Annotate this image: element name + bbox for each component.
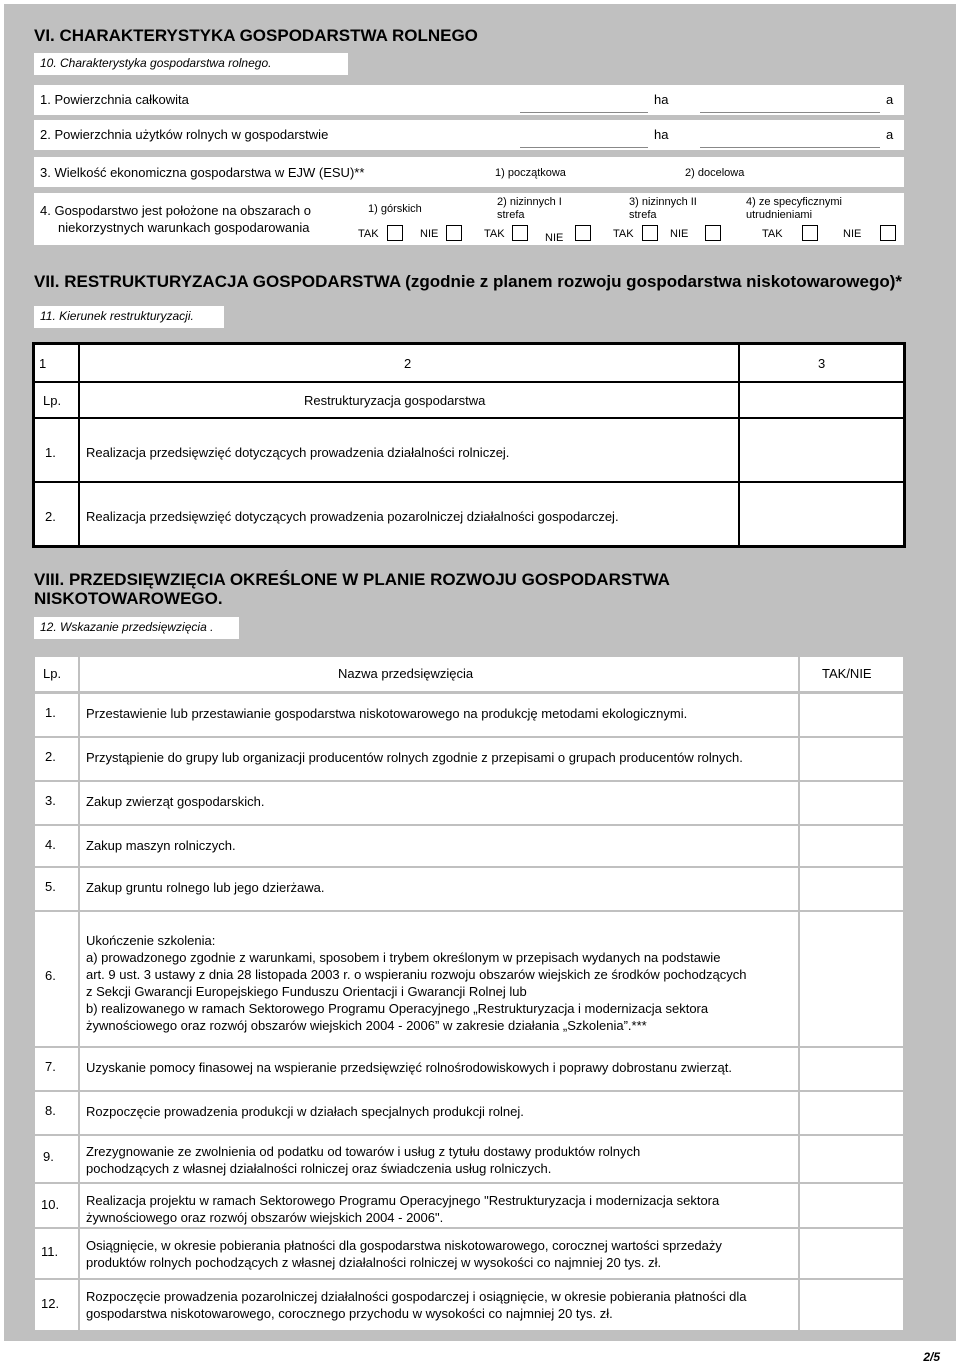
row-answer-field[interactable] bbox=[800, 738, 903, 780]
header-cell bbox=[35, 657, 78, 691]
row-answer-field[interactable] bbox=[800, 1092, 903, 1134]
section-vi-title: VI. CHARAKTERYSTYKA GOSPODARSTWA ROLNEGO bbox=[34, 26, 478, 45]
header-cell bbox=[740, 383, 903, 417]
row-answer-field[interactable] bbox=[800, 826, 903, 866]
zone-mountain-nie-checkbox[interactable] bbox=[446, 225, 462, 241]
table-row bbox=[35, 1229, 78, 1278]
row-text-line: a) prowadzonego zgodnie z warunkami, sposobem i trybem określonym w przepisach wydanych na podstawie bbox=[86, 950, 721, 965]
row-text-line: gospodarstwa niskotowarowego, corocznego przychodu w wysokości co najmniej 20 tys. zł. bbox=[86, 1306, 613, 1321]
header-lp: Lp. bbox=[43, 393, 62, 408]
row-text-line: Zrezygnowanie ze zwolnienia od podatku od towarów i usług z tytułu dostawy produktów rolnych bbox=[86, 1144, 641, 1159]
section-vii-subtitle: 11. Kierunek restrukturyzacji. bbox=[34, 306, 224, 328]
row-text-line: produktów rolnych pochodzących z własnej działalności rolniczej w wysokości co najmniej 20 tys. zł. bbox=[86, 1255, 662, 1270]
col-num-2: 2 bbox=[404, 356, 412, 371]
col-num-3: 3 bbox=[818, 356, 826, 371]
table-row bbox=[35, 912, 78, 1046]
row-text: Realizacja przedsięwzięć dotyczących prowadzenia działalności rolniczej. bbox=[86, 445, 510, 460]
economic-size-target-label: 2) docelowa bbox=[685, 167, 745, 179]
table-row bbox=[35, 1280, 78, 1330]
row-answer-field[interactable] bbox=[800, 868, 903, 910]
table-row bbox=[35, 1048, 78, 1090]
zone-mountain-nie-label: NIE bbox=[420, 228, 439, 240]
zone-specific-nie-checkbox[interactable] bbox=[880, 225, 896, 241]
row-answer-field[interactable] bbox=[800, 1280, 903, 1330]
zone-lowland2-tak-checkbox[interactable] bbox=[642, 225, 658, 241]
less-favoured-label-1: 4. Gospodarstwo jest położone na obszarach o bbox=[40, 203, 312, 218]
row-text-line: Zakup gruntu rolnego lub jego dzierżawa. bbox=[86, 880, 325, 895]
section-viii-title-2: NISKOTOWAROWEGO. bbox=[34, 589, 223, 608]
header-restructuring: Restrukturyzacja gospodarstwa bbox=[304, 393, 486, 408]
table-row bbox=[80, 738, 798, 780]
row-text-line: Zakup zwierząt gospodarskich. bbox=[86, 794, 265, 809]
row-text bbox=[86, 1192, 719, 1226]
row-text-line: pochodzących z własnej działalności rolniczej oraz świadczenia usług rolniczych. bbox=[86, 1161, 552, 1176]
row-answer-field[interactable] bbox=[740, 419, 903, 481]
row-answer-field[interactable] bbox=[800, 1184, 903, 1227]
table-row bbox=[35, 1092, 78, 1134]
row-text-line: Rozpoczęcie prowadzenia produkcji w działach specjalnych produkcji rolnej. bbox=[86, 1104, 524, 1119]
header-cell bbox=[800, 657, 903, 691]
zone-lowland2-nie-checkbox[interactable] bbox=[705, 225, 721, 241]
col-num-cell bbox=[80, 345, 738, 381]
row-text-line: Uzyskanie pomocy finasowej na wspieranie przedsięwzięć rolnośrodowiskowych i poprawy dobrostanu zwierząt. bbox=[86, 1060, 732, 1075]
table-row bbox=[80, 1184, 798, 1227]
row-lp: 1. bbox=[45, 445, 56, 460]
table-row bbox=[35, 694, 78, 736]
header-name: Nazwa przedsięwzięcia bbox=[338, 666, 474, 681]
col-num-cell bbox=[35, 345, 78, 381]
row-answer-field[interactable] bbox=[800, 912, 903, 1046]
table-row bbox=[35, 826, 78, 866]
zone-lowland2-nie-label: NIE bbox=[670, 228, 689, 240]
row-text-line: z Sekcji Gwarancji Europejskiego Funduszu Orientacji i Gwarancji Rolnej lub bbox=[86, 984, 527, 999]
zone-specific-nie-label: NIE bbox=[843, 228, 862, 240]
row-lp: 11. bbox=[41, 1244, 59, 1259]
row-text bbox=[86, 837, 236, 854]
table-row bbox=[80, 419, 738, 481]
table-row bbox=[35, 419, 78, 481]
row-lp: 9. bbox=[43, 1149, 54, 1164]
row-answer-field[interactable] bbox=[740, 483, 903, 545]
zone-lowland1-label: 2) nizinnych I strefa bbox=[497, 196, 562, 221]
section-vi-subtitle: 10. Charakterystyka gospodarstwa rolnego. bbox=[34, 53, 348, 75]
zone-lowland1-tak-checkbox[interactable] bbox=[512, 225, 528, 241]
header-cell bbox=[80, 657, 798, 691]
table-row bbox=[80, 1280, 798, 1330]
row-lp: 5. bbox=[45, 879, 56, 894]
header-tak-nie: TAK/NIE bbox=[822, 666, 872, 681]
table-row bbox=[35, 483, 78, 545]
table-row bbox=[35, 782, 78, 824]
table-row bbox=[80, 1048, 798, 1090]
col-num-1: 1 bbox=[39, 356, 47, 371]
zone-lowland2-label: 3) nizinnych II strefa bbox=[629, 196, 697, 221]
section-viii-title-1: VIII. PRZEDSIĘWZIĘCIA OKREŚLONE W PLANIE ROZWOJU GOSPODARSTWA bbox=[34, 570, 670, 589]
zone-specific-label: 4) ze specyficznymi utrudnieniami bbox=[746, 196, 842, 221]
row-lp: 8. bbox=[45, 1103, 56, 1118]
row-text-line: b) realizowanego w ramach Sektorowego Programu Operacyjnego „Restrukturyzacja i modernizacja sektora bbox=[86, 1001, 709, 1016]
area-total-ha-input[interactable] bbox=[520, 87, 648, 113]
area-agri-ha-input[interactable] bbox=[520, 122, 648, 148]
section-viii-subtitle: 12. Wskazanie przedsięwzięcia . bbox=[34, 617, 239, 639]
row-text bbox=[86, 879, 324, 896]
row-answer-field[interactable] bbox=[800, 1136, 903, 1182]
row-text-line: żywnościowego oraz rozwój obszarów wiejskich 2004 - 2006". bbox=[86, 1210, 444, 1225]
table-row bbox=[80, 868, 798, 910]
row-text-line: art. 9 ust. 3 ustawy z dnia 28 listopada 2003 r. o wspieraniu rozwoju obszarów wiejskich ze środków pochodzących bbox=[86, 967, 747, 982]
zone-specific-tak-checkbox[interactable] bbox=[802, 225, 818, 241]
page-number: 2/5 bbox=[923, 1350, 940, 1361]
row-text bbox=[86, 1237, 722, 1271]
table-row bbox=[80, 1092, 798, 1134]
row-text: Realizacja przedsięwzięć dotyczących prowadzenia pozarolniczej działalności gospodarczej. bbox=[86, 509, 619, 524]
unit-a: a bbox=[886, 127, 894, 142]
row-lp: 6. bbox=[45, 968, 56, 983]
zone-mountain-tak-checkbox[interactable] bbox=[387, 225, 403, 241]
table-row bbox=[35, 1184, 78, 1227]
row-text-line: Realizacja projektu w ramach Sektorowego Programu Operacyjnego "Restrukturyzacja i modernizacja sektora bbox=[86, 1193, 720, 1208]
unit-ha: ha bbox=[654, 127, 669, 142]
row-text-line: Przystąpienie do grupy lub organizacji producentów rolnych zgodnie z przepisami o grupach producentów rolnych. bbox=[86, 750, 743, 765]
row-text bbox=[86, 1103, 524, 1120]
row-lp: 1. bbox=[45, 705, 56, 720]
zone-lowland1-nie-checkbox[interactable] bbox=[575, 225, 591, 241]
row-answer-field[interactable] bbox=[800, 1229, 903, 1278]
zone-specific-tak-label: TAK bbox=[762, 228, 783, 240]
unit-a: a bbox=[886, 92, 894, 107]
row-text-line: żywnościowego oraz rozwój obszarów wiejskich 2004 - 2006” w zakresie działania „Szkolenia”.*** bbox=[86, 1018, 647, 1033]
zone-lowland1-tak-label: TAK bbox=[484, 228, 505, 240]
row-text bbox=[86, 932, 746, 1034]
row-text-line: Zakup maszyn rolniczych. bbox=[86, 838, 236, 853]
row-lp: 12. bbox=[41, 1296, 60, 1311]
row-lp: 10. bbox=[41, 1197, 60, 1212]
zone-lowland1-nie-label: NIE bbox=[545, 232, 564, 244]
row-lp: 3. bbox=[45, 793, 56, 808]
table-row bbox=[80, 826, 798, 866]
zone-lowland2-tak-label: TAK bbox=[613, 228, 634, 240]
unit-ha: ha bbox=[654, 92, 669, 107]
row-text-line: Ukończenie szkolenia: bbox=[86, 933, 216, 948]
table-row bbox=[80, 483, 738, 545]
table-row bbox=[80, 1229, 798, 1278]
table-row bbox=[35, 738, 78, 780]
economic-size-label: 3. Wielkość ekonomiczna gospodarstwa w EJW (ESU)** bbox=[40, 165, 365, 180]
economic-size-initial-label: 1) początkowa bbox=[495, 167, 566, 179]
row-text bbox=[86, 1143, 640, 1177]
row-text bbox=[86, 749, 743, 766]
row-text-line: Przestawienie lub przestawianie gospodarstwa niskotowarowego na produkcję metodami ekologicznymi. bbox=[86, 706, 688, 721]
zone-mountain-tak-label: TAK bbox=[358, 228, 379, 240]
zone-mountain-label: 1) górskich bbox=[368, 203, 422, 215]
area-total-label: 1. Powierzchnia całkowita bbox=[40, 92, 189, 107]
row-answer-field[interactable] bbox=[800, 782, 903, 824]
table-row bbox=[35, 868, 78, 910]
row-lp: 7. bbox=[45, 1059, 56, 1074]
row-text bbox=[86, 793, 264, 810]
row-text-line: Rozpoczęcie prowadzenia pozarolniczej działalności gospodarczej i osiągnięcie, w okresie pobierania płatności dla bbox=[86, 1289, 747, 1304]
table-row bbox=[80, 782, 798, 824]
table-row bbox=[80, 694, 798, 736]
table-row bbox=[80, 912, 798, 1046]
table-row bbox=[35, 1136, 78, 1182]
area-total-a-input[interactable] bbox=[700, 87, 880, 113]
less-favoured-label-2: niekorzystnych warunkach gospodarowania bbox=[58, 220, 310, 235]
table-row bbox=[80, 1136, 798, 1182]
area-agri-a-input[interactable] bbox=[700, 122, 880, 148]
row-answer-field[interactable] bbox=[800, 1048, 903, 1090]
row-text-line: Osiągnięcie, w okresie pobierania płatności dla gospodarstwa niskotowarowego, corocznej wartości sprzedaży bbox=[86, 1238, 722, 1253]
section-vii-title: VII. RESTRUKTURYZACJA GOSPODARSTWA (zgodnie z planem rozwoju gospodarstwa niskotowarowego)* bbox=[34, 272, 902, 291]
row-text bbox=[86, 1288, 747, 1322]
header-lp: Lp. bbox=[43, 666, 62, 681]
col-num-cell bbox=[740, 345, 903, 381]
row-answer-field[interactable] bbox=[800, 694, 903, 736]
header-cell bbox=[35, 383, 78, 417]
header-cell bbox=[80, 383, 738, 417]
row-text bbox=[86, 1059, 732, 1076]
row-lp: 2. bbox=[45, 509, 56, 524]
area-agri-label: 2. Powierzchnia użytków rolnych w gospodarstwie bbox=[40, 127, 329, 142]
row-lp: 4. bbox=[45, 837, 56, 852]
row-lp: 2. bbox=[45, 749, 56, 764]
row-text bbox=[86, 705, 687, 722]
